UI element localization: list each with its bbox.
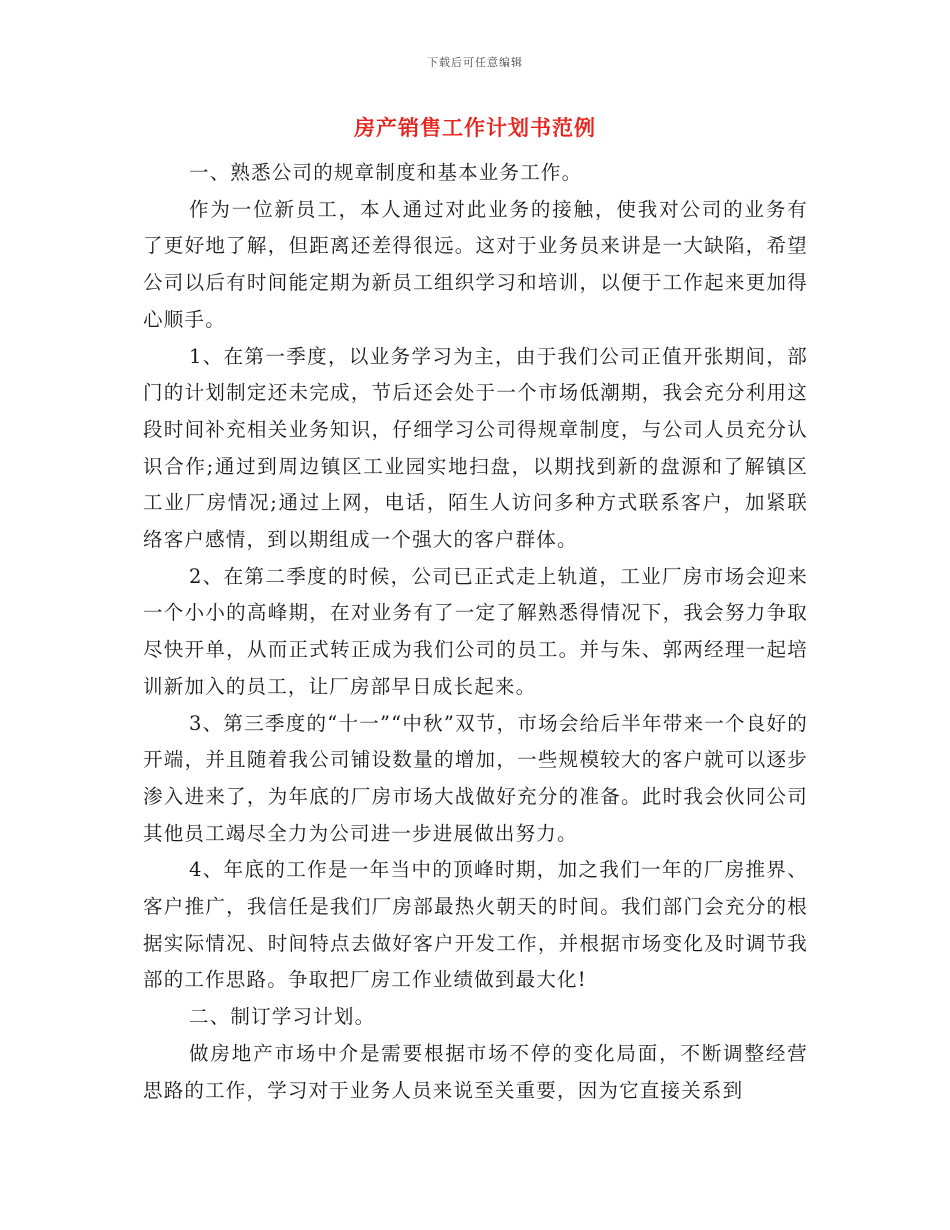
section-heading-2: 二、制订学习计划。 — [189, 1005, 376, 1029]
document-title: 房产销售工作计划书范例 — [354, 116, 596, 140]
paragraph-q2: 2、在第二季度的时候，公司已正式走上轨道，工业厂房市场会迎来一个小小的高峰期，在对业务有了一定了解熟悉得情况下，我会努力争取尽快开单，从而正式转正成为我们公司的员工。并与朱、郭两经理一起培训新加入的员工，让厂房部早日成长起来。 — [143, 564, 808, 698]
document-body — [143, 155, 808, 1109]
paragraph-q1: 1、在第一季度，以业务学习为主，由于我们公司正值开张期间，部门的计划制定还未完成，节后还会处于一个市场低潮期，我会充分利用这段时间补充相关业务知识，仔细学习公司得规章制度，与公司人员充分认识合作;通过到周边镇区工业园实地扫盘，以期找到新的盘源和了解镇区工业厂房情况;通过上网，电话，陌生人访问多种方式联系客户，加紧联络客户感情，到以期组成一个强大的客户群体。 — [143, 344, 808, 552]
paragraph-q4: 4、年底的工作是一年当中的顶峰时期，加之我们一年的厂房推界、客户推广，我信任是我们厂房部最热火朝天的时间。我们部门会充分的根据实际情况、时间特点去做好客户开发工作，并根据市场变化及时调节我部的工作思路。争取把厂房工作业绩做到最大化! — [143, 858, 808, 992]
section-heading-1: 一、熟悉公司的规章制度和基本业务工作。 — [189, 161, 583, 184]
download-note: 下载后可任意编辑 — [427, 56, 523, 69]
paragraph-q3: 3、第三季度的“十一”“中秋”双节，市场会给后半年带来一个良好的开端，并且随着我公司铺设数量的增加，一些规模较大的客户就可以逐步渗入进来了，为年底的厂房市场大战做好充分的准备。此时我会伙同公司其他员工竭尽全力为公司进一步进展做出努力。 — [143, 711, 808, 845]
paragraph-study: 做房地产市场中介是需要根据市场不停的变化局面，不断调整经营思路的工作，学习对于业务人员来说至关重要，因为它直接关系到 — [143, 1041, 808, 1102]
paragraph-intro: 作为一位新员工，本人通过对此业务的接触，使我对公司的业务有了更好地了解，但距离还差得很远。这对于业务员来讲是一大缺陷，希望公司以后有时间能定期为新员工组织学习和培训，以便于工作起来更加得心顺手。 — [143, 197, 808, 331]
